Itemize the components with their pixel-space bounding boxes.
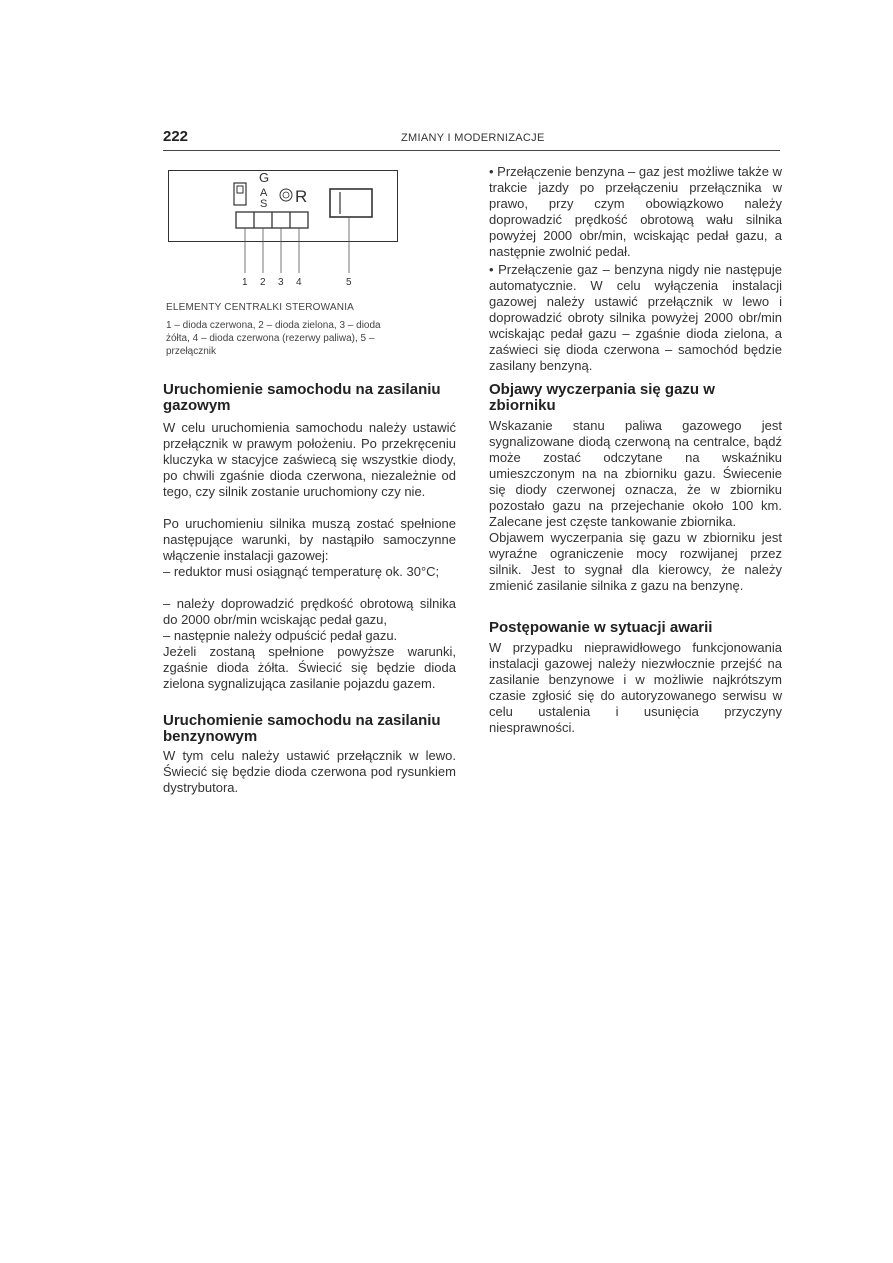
- paragraph-gas-depletion-1: Wskazanie stanu paliwa gazowego jest sygnalizowane diodą czerwoną na centralce, bądź może zostać odczytane na wskaźniku umieszczonym na na zbiorniku gazu. Świecenie się diody czerwonej oznacza, że w zbiorniku pozostało gazu na przejechanie około 100 km. Zalecane jest częste tankowanie zbiornika.: [489, 418, 782, 529]
- control-panel-diagram: [160, 165, 400, 295]
- running-head: ZMIANY I MODERNIZACJE: [401, 132, 545, 144]
- leader-lines: [245, 217, 349, 273]
- paragraph-gas-start-1: W celu uruchomienia samochodu należy ustawić przełącznik w prawym położeniu. Po przekręceniu kluczyka w stacyjce zaświecą się wszystkie diody, po chwili zgaśnie dioda czerwona, niezależnie od tego, czy silnik zostanie uruchomiony czy nie.: [163, 420, 456, 499]
- switch-icon: [330, 189, 372, 217]
- page-header: [163, 128, 780, 151]
- label-5: 5: [346, 277, 352, 288]
- label-1: 1: [242, 277, 248, 288]
- letter-a: A: [260, 187, 268, 199]
- figure-caption-title: ELEMENTY CENTRALKI STEROWANIA: [166, 302, 355, 313]
- reserve-icon: [280, 189, 292, 201]
- list-item-release-pedal: – następnie należy odpuścić pedał gazu.: [163, 628, 398, 643]
- list-item-reducer: – reduktor musi osiągnąć temperaturę ok. 30°C;: [163, 564, 440, 579]
- paragraph-failure: W przypadku nieprawidłowego funkcjonowania instalacji gazowej należy niezwłocznie przejść na zasilanie benzynowe i w możliwie najkrótszym czasie zgłosić się do autoryzowanego serwisu w celu ustalenia i usunięcia przyczyny niesprawności.: [489, 640, 782, 735]
- led-row: [236, 212, 308, 228]
- letter-r: R: [295, 187, 308, 206]
- figure-caption-body: 1 – dioda czerwona, 2 – dioda zielona, 3 – dioda żółta, 4 – dioda czerwona (rezerwy paliwa), 5 – przełącznik: [166, 320, 381, 357]
- paragraph-switch-petrol-gas: • Przełączenie benzyna – gaz jest możliwe także w trakcie jazdy po przełączeniu przełącznika w prawo, przy czym obowiązkowo należy doprowadzić prędkość obrotową wału silnika powyżej 2000 obr/min, wciskając pedał gazu, a następnie zwolnić pedał.: [489, 164, 782, 259]
- list-item-rpm: – należy doprowadzić prędkość obrotową silnika do 2000 obr/min wciskając pedał gazu,: [163, 596, 456, 627]
- paragraph-petrol-start: W tym celu należy ustawić przełącznik w lewo. Świecić się będzie dioda czerwona pod rysunkiem dystrybutora.: [163, 748, 456, 795]
- paragraph-gas-start-2: Po uruchomieniu silnika muszą zostać spełnione następujące warunki, by nastąpiło samoczynne włączenie instalacji gazowej:: [163, 516, 456, 563]
- label-2: 2: [260, 277, 266, 288]
- letter-g: G: [259, 170, 270, 185]
- paragraph-switch-gas-petrol: • Przełączenie gaz – benzyna nigdy nie następuje automatycznie. W celu wyłączenia instalacji gazowej należy ustawić przełącznik w lewo i doprowadzić obroty silnika powyżej 2000 obr/min wciskając pedał gazu – zgaśnie dioda zielona, a zaświeci się dioda czerwona – samochód będzie zasilany benzyną.: [489, 262, 782, 373]
- heading-gas-depletion: Objawy wyczerpania się gazu w zbiorniku: [489, 381, 715, 414]
- heading-failure: Postępowanie w sytuacji awarii: [489, 619, 713, 636]
- label-3: 3: [278, 277, 284, 288]
- paragraph-gas-start-3: Jeżeli zostaną spełnione powyższe warunki, zgaśnie dioda żółta. Świecić się będzie dioda zielona sygnalizująca zasilanie pojazdu gazem.: [163, 644, 456, 691]
- label-4: 4: [296, 277, 302, 288]
- fuel-pump-icon: [234, 183, 246, 205]
- paragraph-gas-depletion-2: Objawem wyczerpania się gazu w zbiorniku jest wyraźne ograniczenie mocy rozwijanej przez silnik. Jest to sygnał dla kierowcy, że należy zmienić zasilanie silnika z gazu na benzynę.: [489, 530, 782, 593]
- heading-gas-start: Uruchomienie samochodu na zasilaniu gazowym: [163, 381, 441, 414]
- page-number: 222: [163, 128, 189, 145]
- heading-petrol-start: Uruchomienie samochodu na zasilaniu benzynowym: [163, 712, 441, 745]
- letter-s: S: [260, 198, 268, 210]
